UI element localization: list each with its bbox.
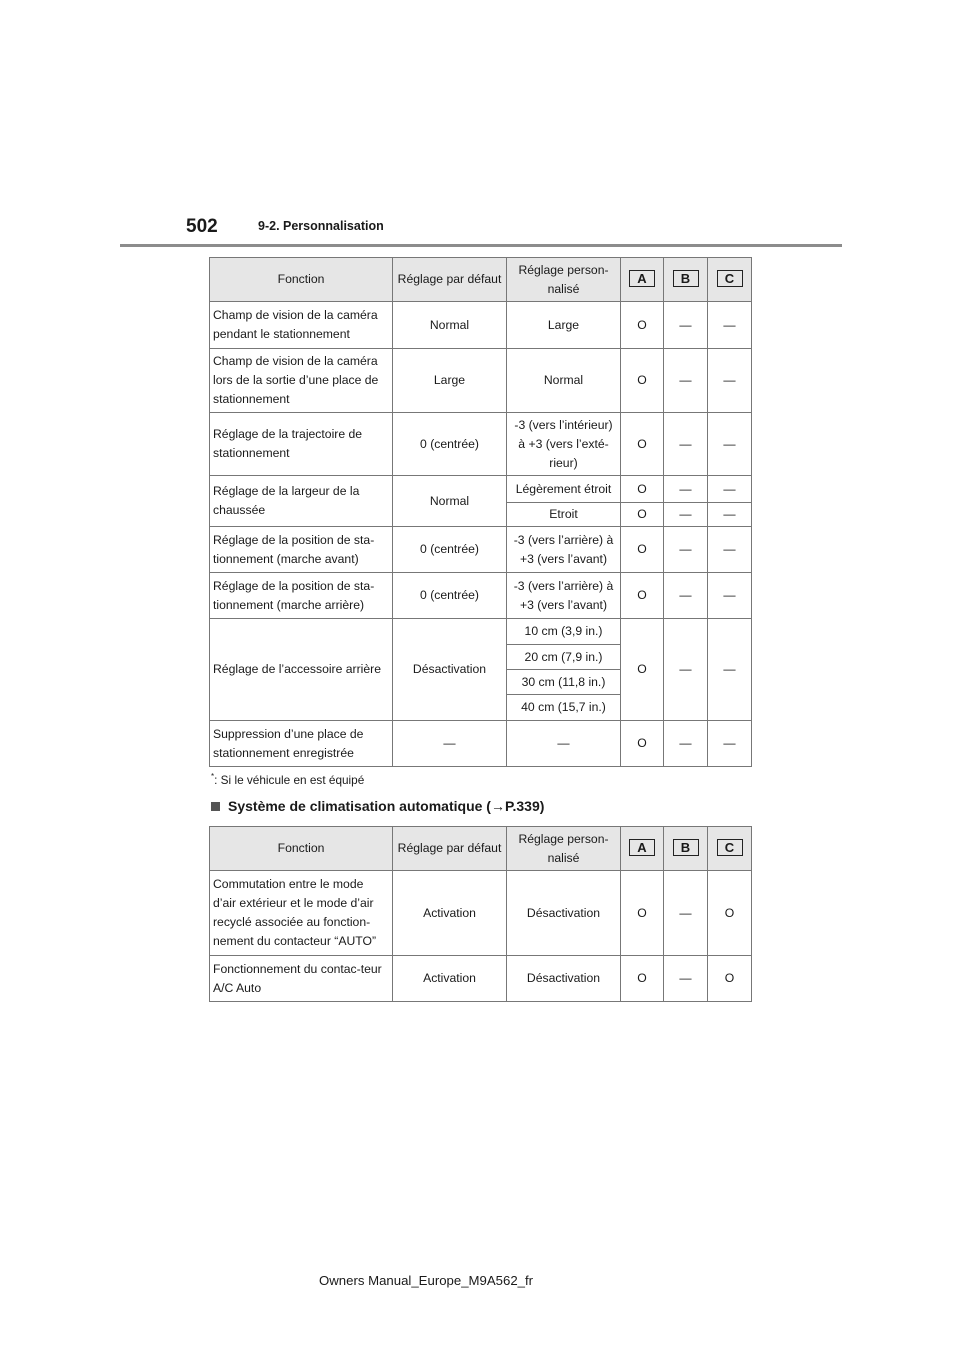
header-rule bbox=[120, 244, 842, 247]
row-fonction: Champ de vision de la caméra pendant le stationnement bbox=[210, 302, 393, 349]
column-c-icon: C bbox=[717, 270, 743, 287]
row-perso: Etroit bbox=[507, 503, 621, 527]
header-col-a bbox=[621, 258, 664, 302]
header-reglage-defaut: Réglage par défaut bbox=[393, 827, 507, 871]
row-perso: Légèrement étroit bbox=[507, 476, 621, 503]
row-col-b: — bbox=[664, 871, 708, 956]
table-row bbox=[210, 349, 752, 413]
header-col-b bbox=[664, 827, 708, 871]
row-defaut: Désactivation bbox=[393, 619, 507, 721]
row-fonction: Réglage de la position de sta-tionnement (marche avant) bbox=[210, 527, 393, 573]
row-fonction: Suppression d’une place de stationnement enregistrée bbox=[210, 721, 393, 767]
row-col-c: O bbox=[708, 956, 752, 1002]
table-row bbox=[210, 721, 752, 767]
row-col-c: — bbox=[708, 302, 752, 349]
row-col-a: O bbox=[621, 956, 664, 1002]
row-perso: — bbox=[507, 721, 621, 767]
row-defaut: Large bbox=[393, 349, 507, 413]
row-col-b: — bbox=[664, 721, 708, 767]
square-bullet-icon bbox=[211, 802, 220, 811]
row-perso: -3 (vers l’arrière) à +3 (vers l’avant) bbox=[507, 527, 621, 573]
row-defaut: Activation bbox=[393, 871, 507, 956]
subheading-text: Système de climatisation automatique (→P.339) bbox=[228, 798, 545, 814]
header-col-a bbox=[621, 827, 664, 871]
climate-settings-table bbox=[209, 826, 752, 1002]
row-col-c: — bbox=[708, 503, 752, 527]
section-subheading bbox=[211, 798, 544, 814]
page-number: 502 bbox=[186, 216, 218, 237]
table-row bbox=[210, 527, 752, 573]
table-row bbox=[210, 476, 752, 503]
header-reglage-defaut: Réglage par défaut bbox=[393, 258, 507, 302]
row-col-a: O bbox=[621, 349, 664, 413]
footnote bbox=[211, 772, 364, 787]
row-col-a: O bbox=[621, 721, 664, 767]
row-col-a: O bbox=[621, 527, 664, 573]
row-col-a: O bbox=[621, 503, 664, 527]
column-c-icon: C bbox=[717, 839, 743, 856]
camera-settings-table bbox=[209, 257, 752, 767]
row-perso: Désactivation bbox=[507, 956, 621, 1002]
table-row bbox=[210, 871, 752, 956]
row-perso: Normal bbox=[507, 349, 621, 413]
row-defaut: Normal bbox=[393, 476, 507, 527]
header-col-c bbox=[708, 258, 752, 302]
row-col-b: — bbox=[664, 527, 708, 573]
row-col-c: — bbox=[708, 349, 752, 413]
row-defaut: — bbox=[393, 721, 507, 767]
row-defaut: Activation bbox=[393, 956, 507, 1002]
header-reglage-perso: Réglage person-nalisé bbox=[507, 827, 621, 871]
row-col-c: O bbox=[708, 871, 752, 956]
footnote-mark: * bbox=[211, 772, 215, 781]
row-perso: Désactivation bbox=[507, 871, 621, 956]
table-row bbox=[210, 573, 752, 619]
row-fonction: Réglage de la trajectoire de stationnement bbox=[210, 413, 393, 476]
column-a-icon: A bbox=[629, 270, 655, 287]
row-col-a: O bbox=[621, 573, 664, 619]
row-perso-option: 30 cm (11,8 in.) bbox=[507, 670, 621, 695]
row-defaut: 0 (centrée) bbox=[393, 413, 507, 476]
row-col-b: — bbox=[664, 413, 708, 476]
table-row bbox=[210, 619, 752, 645]
footnote-text: : Si le véhicule en est équipé bbox=[214, 772, 365, 787]
row-perso-option: 20 cm (7,9 in.) bbox=[507, 645, 621, 670]
row-col-a: O bbox=[621, 619, 664, 721]
row-perso: Large bbox=[507, 302, 621, 349]
row-perso-option: 40 cm (15,7 in.) bbox=[507, 695, 621, 721]
row-col-a: O bbox=[621, 413, 664, 476]
row-fonction: Réglage de la position de sta-tionnement (marche arrière) bbox=[210, 573, 393, 619]
column-b-icon: B bbox=[673, 839, 699, 856]
row-col-b: — bbox=[664, 619, 708, 721]
header-col-b bbox=[664, 258, 708, 302]
row-col-c: — bbox=[708, 476, 752, 503]
row-defaut: 0 (centrée) bbox=[393, 527, 507, 573]
row-fonction: Réglage de l’accessoire arrière bbox=[210, 619, 393, 721]
header-col-c bbox=[708, 827, 752, 871]
column-b-icon: B bbox=[673, 270, 699, 287]
row-col-a: O bbox=[621, 476, 664, 503]
row-col-b: — bbox=[664, 476, 708, 503]
row-fonction: Commutation entre le mode d’air extérieur et le mode d’air recyclé associée au fonction-nement du contacteur “AUTO” bbox=[210, 871, 393, 956]
row-col-b: — bbox=[664, 573, 708, 619]
row-fonction: Champ de vision de la caméra lors de la sortie d’une place de stationnement bbox=[210, 349, 393, 413]
section-title: 9-2. Personnalisation bbox=[258, 219, 384, 233]
row-col-a: O bbox=[621, 302, 664, 349]
row-fonction: Réglage de la largeur de la chaussée bbox=[210, 476, 393, 527]
row-col-c: — bbox=[708, 619, 752, 721]
table-row bbox=[210, 413, 752, 476]
table-header-row bbox=[210, 258, 752, 302]
row-col-c: — bbox=[708, 527, 752, 573]
row-perso-option: 10 cm (3,9 in.) bbox=[507, 619, 621, 645]
row-defaut: 0 (centrée) bbox=[393, 573, 507, 619]
table-header-row bbox=[210, 827, 752, 871]
table-row bbox=[210, 302, 752, 349]
row-perso: -3 (vers l’arrière) à +3 (vers l’avant) bbox=[507, 573, 621, 619]
row-col-b: — bbox=[664, 503, 708, 527]
table-row bbox=[210, 956, 752, 1002]
row-col-b: — bbox=[664, 349, 708, 413]
row-col-c: — bbox=[708, 413, 752, 476]
column-a-icon: A bbox=[629, 839, 655, 856]
row-col-a: O bbox=[621, 871, 664, 956]
row-col-c: — bbox=[708, 721, 752, 767]
header-reglage-perso: Réglage person-nalisé bbox=[507, 258, 621, 302]
row-perso: -3 (vers l’intérieur) à +3 (vers l’exté-rieur) bbox=[507, 413, 621, 476]
row-fonction: Fonctionnement du contac-teur A/C Auto bbox=[210, 956, 393, 1002]
row-col-b: — bbox=[664, 302, 708, 349]
page-footer: Owners Manual_Europe_M9A562_fr bbox=[319, 1273, 534, 1288]
header-fonction: Fonction bbox=[210, 827, 393, 871]
row-defaut: Normal bbox=[393, 302, 507, 349]
row-col-b: — bbox=[664, 956, 708, 1002]
row-col-c: — bbox=[708, 573, 752, 619]
header-fonction: Fonction bbox=[210, 258, 393, 302]
